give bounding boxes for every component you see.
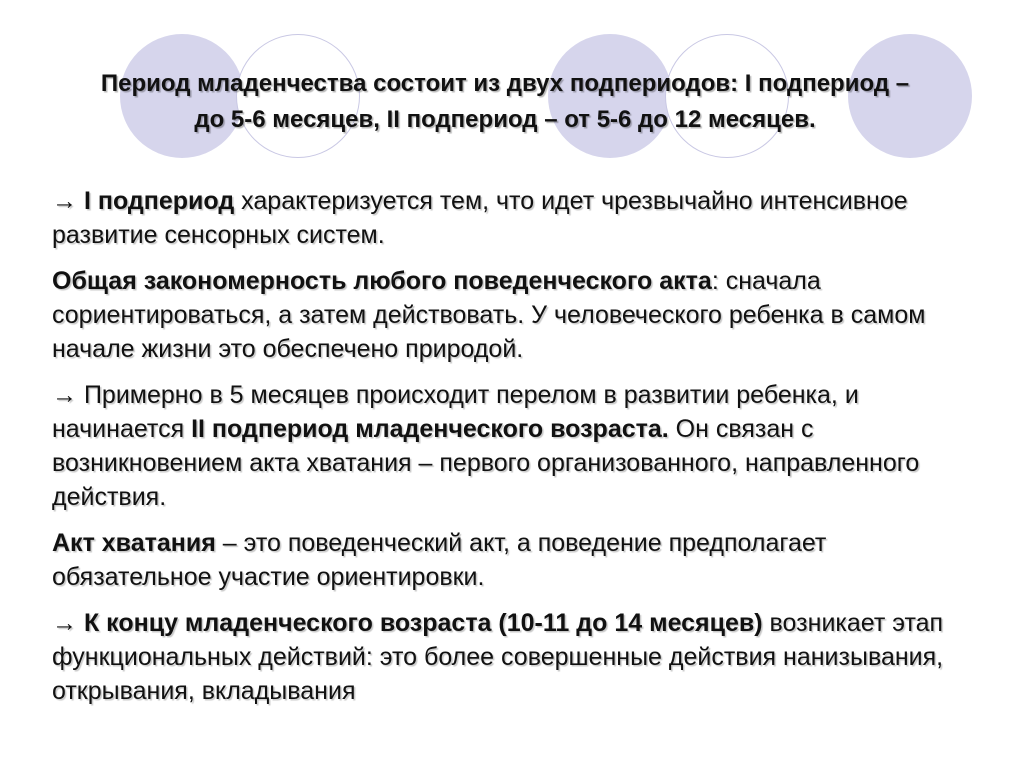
arrow-glyph: → bbox=[52, 187, 84, 215]
bold-term: II подпериод младенческого возраста. bbox=[191, 415, 669, 443]
paragraph-end-of-infancy bbox=[52, 606, 964, 708]
paragraph-text: характеризуется тем, что идет чрезвычайно интенсивное развитие сенсорных систем. bbox=[52, 187, 908, 249]
arrow-glyph: → bbox=[52, 381, 84, 409]
bold-term: Акт хватания bbox=[52, 529, 216, 557]
paragraph-grasping-act bbox=[52, 526, 964, 594]
paragraph-text: Он связан с возникновением акта хватания – первого организованного, направленного действия. bbox=[52, 415, 920, 511]
bold-term: К концу младенческого возраста (10-11 до 14 месяцев) bbox=[83, 609, 763, 637]
paragraph-second-subperiod bbox=[52, 378, 964, 514]
paragraph-text: – это поведенческий акт, а поведение предполагает обязательное участие ориентировки. bbox=[52, 529, 827, 591]
bold-term: Общая закономерность любого поведенческого акта bbox=[52, 267, 712, 295]
paragraph-first-subperiod bbox=[52, 184, 964, 252]
arrow-glyph: → bbox=[52, 609, 84, 637]
paragraph-text: : сначала сориентироваться, а затем действовать. У человеческого ребенка в самом начале жизни это обеспечено природой. bbox=[52, 267, 926, 363]
bold-term: I подпериод bbox=[83, 187, 235, 215]
paragraph-general-pattern bbox=[52, 264, 964, 366]
paragraph-text: Примерно в 5 месяцев происходит перелом в развитии ребенка, и начинается bbox=[52, 381, 859, 443]
slide-body bbox=[52, 184, 964, 720]
slide-title: Период младенчества состоит из двух подпериодов: I подпериод – до 5-6 месяцев, II подпериод – от 5-6 до 12 месяцев. bbox=[100, 70, 910, 133]
paragraph-text: возникает этап функциональных действий: это более совершенные действия нанизывания, открывания, вкладывания bbox=[52, 609, 944, 705]
